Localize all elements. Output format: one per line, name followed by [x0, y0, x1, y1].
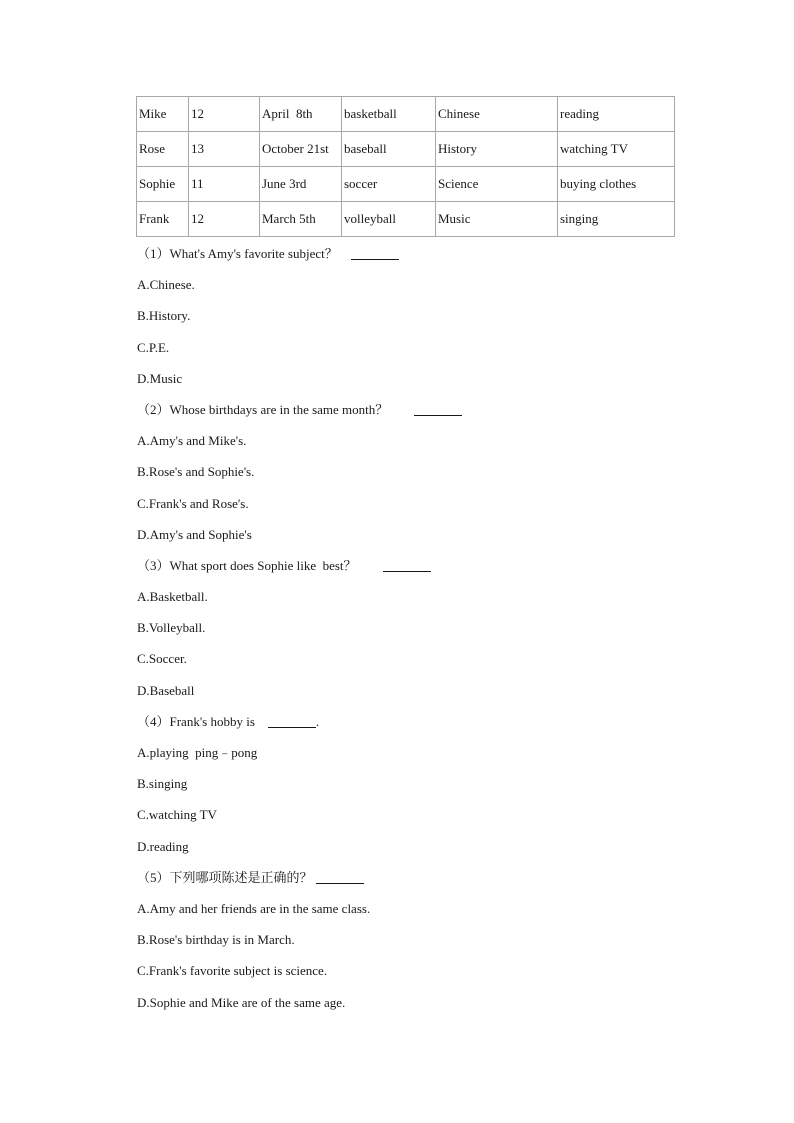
table-cell: March 5th — [260, 202, 342, 237]
table-cell: Music — [436, 202, 558, 237]
option[interactable]: D.Amy's and Sophie's — [137, 526, 252, 542]
table-cell: Sophie — [137, 167, 189, 202]
table-cell: baseball — [342, 132, 436, 167]
table-row — [137, 132, 675, 167]
table-cell: soccer — [342, 167, 436, 202]
table-cell: watching TV — [558, 132, 675, 167]
answer-blank[interactable] — [268, 713, 316, 728]
table-row — [137, 167, 675, 202]
question-text: （2）Whose birthdays are in the same month？ — [137, 401, 389, 417]
option[interactable]: D.Music — [137, 370, 183, 386]
option[interactable]: C.P.E. — [137, 339, 170, 355]
question-stem — [137, 394, 697, 425]
question-trail: . — [315, 713, 320, 729]
option[interactable]: B.singing — [137, 776, 188, 792]
option[interactable]: D.Sophie and Mike are of the same age. — [137, 994, 346, 1010]
option[interactable]: A.Amy and her friends are in the same class. — [137, 900, 371, 916]
table-cell: 12 — [189, 202, 260, 237]
question-text: （5）下列哪项陈述是正确的？ — [137, 869, 313, 885]
question-stem — [137, 862, 697, 893]
option[interactable]: B.Volleyball. — [137, 620, 206, 636]
option[interactable]: D.Baseball — [137, 682, 195, 698]
option[interactable]: B.History. — [137, 308, 191, 324]
table-cell: basketball — [342, 97, 436, 132]
option[interactable]: C.Soccer. — [137, 651, 187, 667]
table-cell: reading — [558, 97, 675, 132]
question-text: （3）What sport does Sophie like best？ — [137, 557, 357, 573]
table-cell: History — [436, 132, 558, 167]
answer-blank[interactable] — [316, 869, 364, 884]
option[interactable]: A.Amy's and Mike's. — [137, 433, 247, 449]
spacer — [388, 402, 414, 417]
question-list — [137, 238, 697, 1018]
answer-blank[interactable] — [351, 245, 399, 260]
table-cell: volleyball — [342, 202, 436, 237]
spacer — [357, 558, 383, 573]
question-text: （1）What's Amy's favorite subject？ — [137, 246, 338, 261]
table-cell: singing — [558, 202, 675, 237]
question-stem — [137, 238, 697, 269]
table-cell: June 3rd — [260, 167, 342, 202]
table-cell: Rose — [137, 132, 189, 167]
option[interactable]: B.Rose's and Sophie's. — [137, 464, 255, 480]
option[interactable]: B.Rose's birthday is in March. — [137, 932, 295, 948]
option[interactable]: C.watching TV — [137, 807, 217, 823]
table-cell: Science — [436, 167, 558, 202]
question-stem — [137, 550, 697, 581]
question-text: （4）Frank's hobby is — [137, 713, 255, 729]
student-info-table — [136, 96, 675, 237]
table-row — [137, 202, 675, 237]
option[interactable]: C.Frank's favorite subject is science. — [137, 963, 328, 979]
spacer — [338, 246, 351, 261]
table-cell: April 8th — [260, 97, 342, 132]
table-cell: 13 — [189, 132, 260, 167]
table-cell: buying clothes — [558, 167, 675, 202]
table-cell: 11 — [189, 167, 260, 202]
option[interactable]: A.Chinese. — [137, 277, 195, 293]
option[interactable]: A.Basketball. — [137, 589, 208, 605]
option[interactable]: D.reading — [137, 838, 189, 854]
table-cell: October 21st — [260, 132, 342, 167]
table-cell: 12 — [189, 97, 260, 132]
table-cell: Chinese — [436, 97, 558, 132]
option[interactable]: A.playing ping﹣pong — [137, 745, 258, 760]
answer-blank[interactable] — [383, 557, 431, 572]
table-cell: Mike — [137, 97, 189, 132]
option[interactable]: C.Frank's and Rose's. — [137, 495, 249, 511]
spacer — [255, 714, 268, 729]
table-cell: Frank — [137, 202, 189, 237]
answer-blank[interactable] — [414, 401, 462, 416]
question-stem — [137, 706, 697, 737]
table-row — [137, 97, 675, 132]
